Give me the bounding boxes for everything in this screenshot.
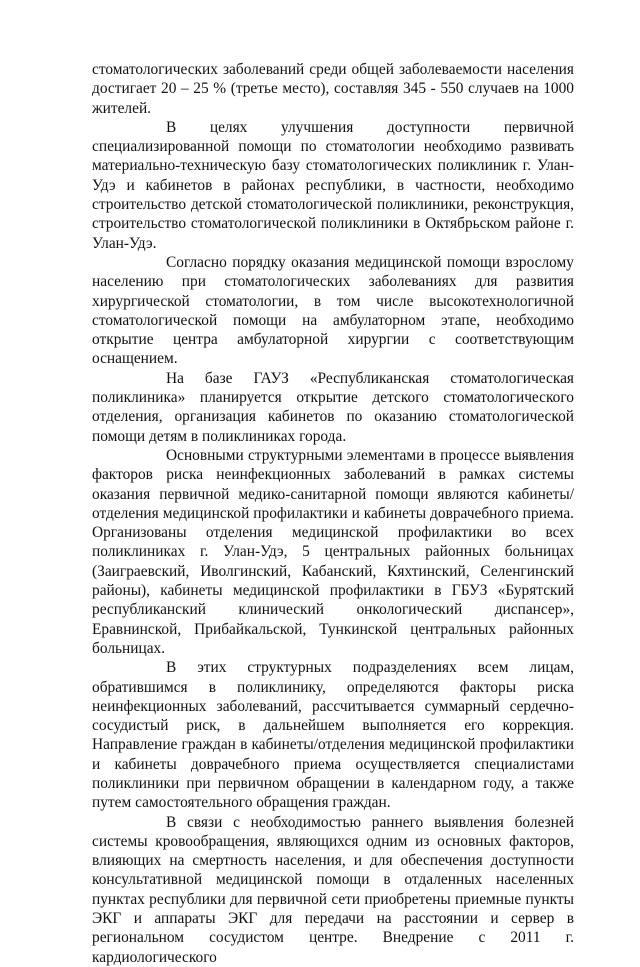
paragraph-prevention-units: Основными структурными элементами в процессе выявления факторов риска неинфекционных заболеваний в рамках системы оказания первичной медико-санитарной помощи являются кабинеты/отделения медицинской профилактики и кабинеты доврачебного приема. Организованы отделения медицинской профилактики во всех поликлиниках г. Улан-Удэ, 5 центральных районных больницах (Заиграевский, Иволгинский, Кабанский, Кяхтинский, Селенгинский районы), кабинеты медицинской профилактики в ГБУЗ «Бурятский республиканский клинический онкологический диспансер», Еравнинской, Прибайкальской, Тункинской центральных районных больницах. bbox=[92, 446, 574, 657]
paragraph-surgery-center: Согласно порядку оказания медицинской помощи взрослому населению при стоматологических заболеваниях для развития хирургической стоматологии, в том числе высокотехнологичной стоматологической помощи на амбулаторном этапе, необходимо открытие центра амбулаторной хирургии с соответствующим оснащением. bbox=[92, 253, 574, 368]
paragraph-risk-factors: В этих структурных подразделениях всем лицам, обратившимся в поликлинику, определяются факторы риска неинфекционных заболеваний, рассчитывается суммарный сердечно-сосудистый риск, в дальнейшем выполняется его коррекция. Направление граждан в кабинеты/отделения медицинской профилактики и кабинеты доврачебного приема осуществляется специалистами поликлиники при первичном обращении в календарном году, а также путем самостоятельного обращения граждан. bbox=[92, 659, 574, 812]
paragraph-ecg: В связи с необходимостью раннего выявления болезней системы кровообращения, являющихся одним из основных факторов, влияющих на смертность населения, и для обеспечения доступности консультативной медицинской помощи в отдаленных населенных пунктах республики для первичной сети приобретены приемные пункты ЭКГ и аппараты ЭКГ для передачи на расстоянии и сервер в региональном сосудистом центре. Внедрение с 2011 г. кардиологического bbox=[92, 813, 574, 966]
paragraph-children-dental: На базе ГАУЗ «Республиканская стоматологическая поликлиника» планируется открытие детского стоматологического отделения, организация кабинетов по оказанию стоматологической помощи детям в поликлиниках города. bbox=[92, 369, 574, 445]
paragraph-continued: стоматологических заболеваний среди общей заболеваемости населения достигает 20 – 25 % (третье место), составляя 345 - 550 случаев на 1000 жителей. bbox=[92, 61, 574, 117]
paragraph-dental-access: В целях улучшения доступности первичной специализированной помощи по стоматологии необходимо развивать материально-техническую базу стоматологических поликлиник г. Улан-Удэ и кабинетов в районах республики, в частности, необходимо строительство детской стоматологической поликлиники, реконструкция, строительство стоматологической поликлиники в Октябрьском районе г. Улан-Удэ. bbox=[92, 118, 574, 252]
